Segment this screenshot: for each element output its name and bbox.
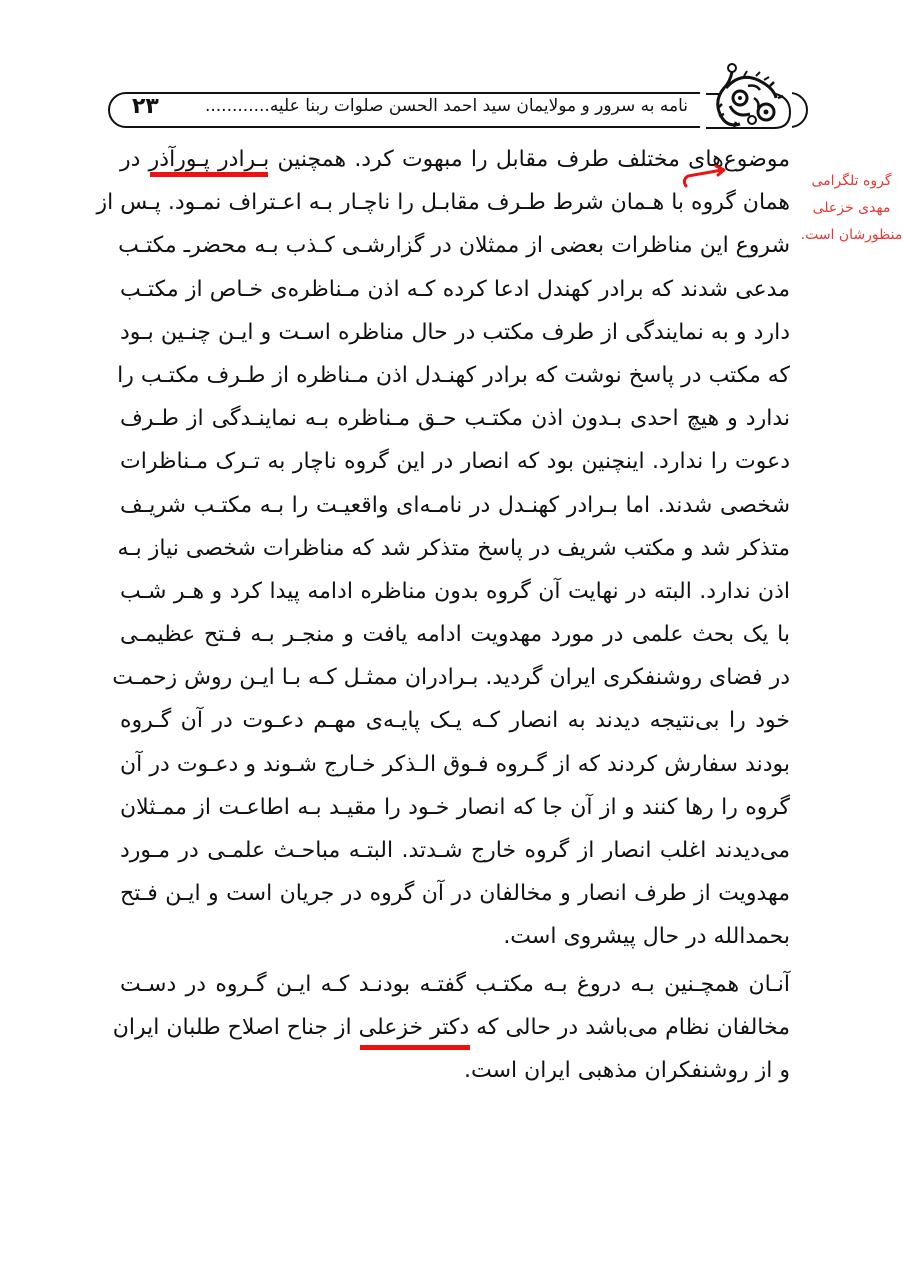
text-line: متذکر شد و مکتب شریف در پاسخ متذکر شد که مناظرات شخصی نیاز بـه xyxy=(117,535,790,561)
floral-ornament-icon xyxy=(700,58,792,132)
text-line: ندارد و هیچ احدی بـدون اذن مکتـب حـق مـناظره بـه نماینـدگی از طـرف xyxy=(120,406,790,432)
text-line: با یک بحث علمی در مورد مهدویت ادامه یافت و منجـر بـه فـتح عظیمـی xyxy=(120,622,790,648)
text-line: و از روشنفکران مذهبی ایران است. xyxy=(463,1058,790,1084)
annotation-line: گروه تلگرامی xyxy=(811,173,892,189)
text-line: شخصی شدند. اما بـرادر کهنـدل در نامـه‌ای واقعیـت را بـه مکتـب شریـف xyxy=(120,492,790,518)
page-number: ۲۳ xyxy=(132,94,159,119)
text-line: همان گروه با هـمان شرط طـرف مقابـل را ناچـار بـه اعـتراف نمـود. پـس از xyxy=(96,190,790,216)
text-line: دعوت را ندارد. اینچنین بود که انصار در این گروه ناچار به تـرک مـناظرات xyxy=(120,449,790,475)
text-line: آنـان همچـنین بـه دروغ بـه مکتـب گفتـه بودنـد کـه ایـن گـروه در دسـت xyxy=(120,972,790,997)
text-line: بحمدالله در حال پیشروی است. xyxy=(503,924,790,950)
margin-annotation xyxy=(800,168,903,249)
text-line: خود را بی‌نتیجه دیدند به انصار کـه یـک پایـه‌ی مهـم دعـوت در آن گـروه xyxy=(120,708,790,734)
highlight-underline-pourazar xyxy=(150,172,268,177)
text-line: گروه را رها کنند و از آن جا که انصار خـود را مقیـد بـه اطاعـت از ممـثلان xyxy=(120,794,790,820)
text-line: اذن ندارد. البته در نهایت آن گروه بدون مناظره ادامه پیدا کرد و هـر شـب xyxy=(120,578,790,604)
text-line: مهدویت از طرف انصار و مخالفان در آن گروه در جریان است و ایـن فـتح xyxy=(120,881,790,907)
annotation-line: منظورشان است. xyxy=(800,227,903,243)
highlight-underline-khazali xyxy=(360,1045,470,1050)
paragraph-2 xyxy=(112,963,790,1093)
text-line: دارد و به نمایندگی از طرف مکتب در حال مناظره اسـت و ایـن چنـین بـود xyxy=(120,319,790,345)
text-line: که مکتب در پاسخ نوشت که برادر کهنـدل اذن مـناظره از طـرف مکتـب را xyxy=(117,362,790,388)
red-arrow-icon xyxy=(676,162,736,192)
text-line: بودند سفارش کردند که از گـروه فـوق الـذکر خـارج شـوند و دعـوت در آن xyxy=(120,751,790,777)
text-line: می‌دیدند اغلب انصار از گروه خارج شـدتد. البتـه مباحـث علمـی در مـورد xyxy=(120,838,790,863)
text-line: موضوع‌های مختلف طرف مقابل را مبهوت کرد. همچنین بـرادر پـورآذر در xyxy=(120,147,790,172)
annotation-line: مهدی خزعلی xyxy=(812,200,891,216)
text-line: مدعی شدند که برادر کهندل ادعا کرده کـه اذن مـناظره‌ی خـاص از مکتـب xyxy=(120,276,790,302)
paragraph-1 xyxy=(96,138,790,959)
running-header-title: نامه به سرور و مولایمان سید احمد الحسن صلوات ربنا علیه............ xyxy=(204,96,688,116)
text-line: در فضای روشنفکری ایران گردید. بـرادران ممثـل کـه بـا ایـن روش زحمـت xyxy=(112,665,790,691)
text-line: مخالفان نظام می‌باشد در حالی که دکتر خزعلی از جناح اصلاح طلبان ایران xyxy=(112,1015,790,1041)
text-line: شروع این مناظرات بعضی از ممثلان در گزارشـی کـذب بـه محضرـ مکتـب xyxy=(118,233,790,259)
